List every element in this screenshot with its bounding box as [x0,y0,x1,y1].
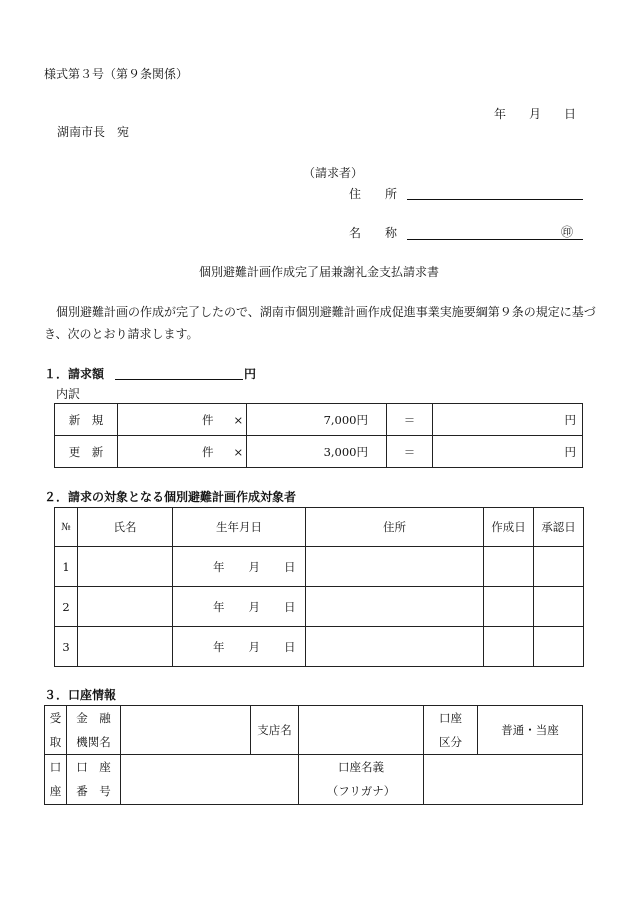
requester-heading: （請求者） [303,166,364,180]
body-line-2: き、次のとおり請求します。 [44,327,199,341]
amount-yen: 円 [244,367,257,381]
breakdown-row [55,436,583,468]
date-year: 年 [494,107,507,121]
name-cell[interactable] [78,587,173,627]
name-cell[interactable] [78,627,173,667]
new-label: 新 規 [55,404,118,436]
address-cell[interactable] [306,587,484,627]
new-total-cell[interactable]: 円 [433,404,583,436]
address-cell[interactable] [306,627,484,667]
branch-name-cell[interactable] [299,706,424,755]
breakdown-label: 内訳 [56,387,81,401]
created-date-cell[interactable] [484,547,534,587]
name-label: 名 称 [349,226,398,240]
account-number-label: 口 座 番 号 [67,755,121,804]
row-number: 1 [55,547,78,587]
section3-heading: ３．口座情報 [44,688,117,702]
address-line[interactable] [407,199,583,200]
amount-line[interactable] [115,379,243,380]
name-line[interactable] [407,239,583,240]
times-sign: × [233,444,244,459]
col-birthdate: 生年月日 [173,508,306,547]
count-unit: 件 [202,412,214,427]
date-month: 月 [529,107,542,121]
approved-date-cell[interactable] [534,547,584,587]
col-address: 住所 [306,508,484,547]
seal-mark: ㊞ [561,225,574,239]
created-date-cell[interactable] [484,627,534,667]
date-day: 日 [564,107,577,121]
col-no: № [55,508,78,547]
times-sign: × [233,412,244,427]
branch-label: 支店名 [251,706,299,755]
name-cell[interactable] [78,547,173,587]
address-cell[interactable] [306,547,484,587]
side-label-bottom: 口 座 [45,755,67,804]
account-type-label: 口座 区分 [424,706,478,755]
birthdate-cell[interactable]: 年 月 日 [173,627,306,667]
new-count-cell[interactable] [118,404,247,436]
section1-heading: １．請求額 [44,367,105,381]
approved-date-cell[interactable] [534,587,584,627]
account-type-value[interactable]: 普通・当座 [478,706,583,755]
bank-row [45,706,583,755]
breakdown-table [54,403,583,468]
table-row [55,587,584,627]
renewal-unit-price: 3,000円 [247,436,387,468]
table-header-row [55,508,584,547]
table-row [55,627,584,667]
form-number: 様式第３号（第９条関係） [44,67,189,81]
count-unit: 件 [202,444,214,459]
equals-sign: ＝ [387,436,433,468]
equals-sign: ＝ [387,404,433,436]
birthdate-cell[interactable]: 年 月 日 [173,587,306,627]
addressee: 湖南市長 宛 [57,125,130,139]
account-holder-label: 口座名義 （フリガナ） [299,755,424,804]
col-approved-date: 承認日 [534,508,584,547]
bank-name-cell[interactable] [121,706,251,755]
approved-date-cell[interactable] [534,627,584,667]
created-date-cell[interactable] [484,587,534,627]
col-created-date: 作成日 [484,508,534,547]
renewal-label: 更 新 [55,436,118,468]
breakdown-row [55,404,583,436]
new-unit-price: 7,000円 [247,404,387,436]
birthdate-cell[interactable]: 年 月 日 [173,547,306,587]
target-persons-table [54,507,584,667]
renewal-count-cell[interactable] [118,436,247,468]
body-line-1: 個別避難計画の作成が完了したので、湖南市個別避難計画作成促進事業実施要綱第９条の規定に基づ [56,305,596,319]
bank-name-label: 金 融 機関名 [67,706,121,755]
account-number-cell[interactable] [121,755,299,804]
account-row [45,755,583,804]
renewal-total-cell[interactable]: 円 [433,436,583,468]
col-name: 氏名 [78,508,173,547]
row-number: 3 [55,627,78,667]
address-label: 住 所 [349,187,398,201]
account-holder-cell[interactable] [424,755,583,804]
table-row [55,547,584,587]
row-number: 2 [55,587,78,627]
section2-heading: ２．請求の対象となる個別避難計画作成対象者 [44,490,297,504]
side-label-top: 受 取 [45,706,67,755]
bank-account-table [44,705,583,805]
document-title: 個別避難計画作成完了届兼謝礼金支払請求書 [199,265,440,279]
